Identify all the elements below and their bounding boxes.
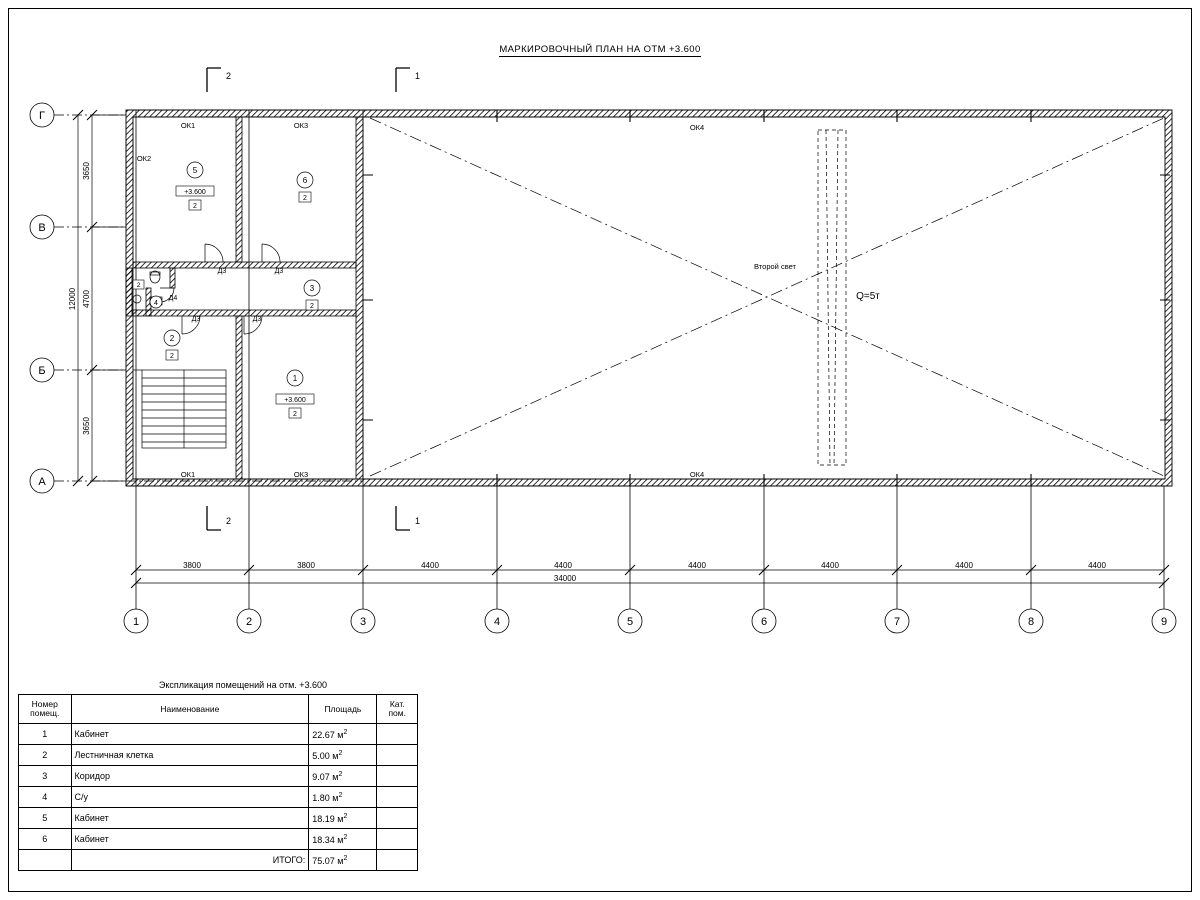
cell-number: 4 xyxy=(19,787,72,808)
svg-text:6: 6 xyxy=(302,176,308,185)
cell-name: Коридор xyxy=(71,766,309,787)
table-row xyxy=(19,766,418,787)
svg-text:2: 2 xyxy=(170,353,174,360)
room-marker-1 xyxy=(276,370,314,418)
axis-label-bottom: 7 xyxy=(893,616,901,628)
table-total-row xyxy=(19,850,418,871)
cell-kat xyxy=(377,766,418,787)
svg-text:+3.600: +3.600 xyxy=(184,189,206,196)
exterior-walls xyxy=(126,110,1172,486)
facade-columns xyxy=(363,110,1170,486)
axis-label-left: А xyxy=(38,476,46,488)
svg-text:+3.600: +3.600 xyxy=(284,397,306,404)
dimension-label: 4400 xyxy=(955,561,973,570)
cell-empty xyxy=(19,850,72,871)
dimension-line-left xyxy=(73,110,126,486)
cell-name: Кабинет xyxy=(71,724,309,745)
cell-area-value: 22.67 м xyxy=(312,729,344,740)
axis-label-left: Г xyxy=(39,110,45,122)
cell-area-value: 5.00 м xyxy=(312,750,339,761)
room-marker-3 xyxy=(304,280,320,310)
room-marker-4 xyxy=(150,296,162,308)
explication-table-wrap xyxy=(18,680,418,871)
cell-total-area xyxy=(309,850,377,871)
cell-name: Кабинет xyxy=(71,829,309,850)
window-label: ОК2 xyxy=(136,154,152,163)
cell-number: 1 xyxy=(19,724,72,745)
dimension-label: 4400 xyxy=(1088,561,1106,570)
axis-label-bottom: 2 xyxy=(245,616,253,628)
svg-text:4: 4 xyxy=(154,300,158,307)
room-marker-5 xyxy=(176,162,214,210)
cell-kat xyxy=(377,745,418,766)
cell-empty xyxy=(377,850,418,871)
door-label: Д3 xyxy=(274,268,284,275)
cell-area-value: 9.07 м xyxy=(312,771,339,782)
table-caption: Экспликация помещений на отм. +3.600 xyxy=(158,680,328,690)
section-mark-label: 1 xyxy=(415,71,421,81)
cell-number: 6 xyxy=(19,829,72,850)
dimension-label: 4700 xyxy=(82,290,91,308)
door-label: Д3 xyxy=(191,316,201,323)
table-row xyxy=(19,745,418,766)
dimension-label: 4400 xyxy=(688,561,706,570)
table-row xyxy=(19,724,418,745)
page-title-text: МАРКИРОВОЧНЫЙ ПЛАН НА ОТМ +3.600 xyxy=(499,44,701,55)
cell-kat xyxy=(377,787,418,808)
cell-number: 2 xyxy=(19,745,72,766)
cell-area-value: 18.34 м xyxy=(312,834,344,845)
door-label: Д4 xyxy=(168,295,178,302)
svg-text:2: 2 xyxy=(310,303,314,310)
room-marker-6 xyxy=(297,172,313,202)
cell-name: Лестничная клетка xyxy=(71,745,309,766)
table-header-name: Наименование xyxy=(71,695,309,724)
dimension-label: 4400 xyxy=(554,561,572,570)
interior-walls xyxy=(126,117,363,479)
cell-name: Кабинет xyxy=(71,808,309,829)
cell-area-unit: 2 xyxy=(338,791,343,799)
table-row xyxy=(19,808,418,829)
hall-diagonals xyxy=(370,118,1164,476)
axis-label-bottom: 9 xyxy=(1160,616,1168,628)
room-marker-2-top xyxy=(133,280,144,289)
annotation-crane-capacity: Q=5т xyxy=(856,291,880,302)
table-row xyxy=(19,829,418,850)
cell-area-unit: 2 xyxy=(343,728,348,736)
axis-label-left: В xyxy=(38,222,46,234)
axis-label-bottom: 5 xyxy=(626,616,634,628)
doors xyxy=(160,244,280,334)
section-mark-label: 1 xyxy=(415,516,421,526)
cell-number: 3 xyxy=(19,766,72,787)
cell-area-value: 1.80 м xyxy=(312,792,339,803)
staircase xyxy=(133,370,226,448)
section-mark-label: 2 xyxy=(226,516,232,526)
cell-number: 5 xyxy=(19,808,72,829)
table-header-area: Площадь xyxy=(309,695,377,724)
cell-area-unit: 2 xyxy=(343,812,348,820)
axis-label-bottom: 3 xyxy=(359,616,367,628)
dimension-label: 4400 xyxy=(821,561,839,570)
window-label: ОК1 xyxy=(180,470,196,479)
svg-text:3: 3 xyxy=(309,284,315,293)
dimension-label: 3800 xyxy=(297,561,315,570)
axis-label-bottom: 6 xyxy=(760,616,768,628)
svg-text:1: 1 xyxy=(292,374,298,383)
cell-total-area-unit: 2 xyxy=(343,854,348,862)
axis-bubbles-left xyxy=(30,103,363,493)
cell-kat xyxy=(377,829,418,850)
cell-area xyxy=(309,829,377,850)
annotation-second-light: Второй свет xyxy=(754,262,796,271)
section-mark-label: 2 xyxy=(226,71,232,81)
cell-kat xyxy=(377,808,418,829)
cell-total-label: ИТОГО: xyxy=(71,850,309,871)
cell-total-area-value: 75.07 м xyxy=(312,855,344,866)
table-row xyxy=(19,787,418,808)
cell-area xyxy=(309,766,377,787)
room-marker-2 xyxy=(164,330,180,360)
dimension-total-label: 34000 xyxy=(553,574,577,583)
windows xyxy=(126,110,1165,486)
table-header-number: Номер помещ. xyxy=(19,695,72,724)
dimension-label: 4400 xyxy=(421,561,439,570)
cell-area xyxy=(309,724,377,745)
axis-label-bottom: 1 xyxy=(132,616,140,628)
crane-element xyxy=(818,130,846,465)
explication-table xyxy=(18,694,418,871)
dimension-label: 3800 xyxy=(183,561,201,570)
cell-area xyxy=(309,808,377,829)
cell-area-unit: 2 xyxy=(338,770,343,778)
cell-area xyxy=(309,787,377,808)
cell-area xyxy=(309,745,377,766)
dimension-line-bottom xyxy=(131,565,1169,588)
door-label: Д3 xyxy=(217,268,227,275)
door-label: Д3 xyxy=(252,316,262,323)
dimension-label: 3650 xyxy=(82,162,91,180)
svg-text:2: 2 xyxy=(193,203,197,210)
dimension-label: 3650 xyxy=(82,417,91,435)
window-label: ОК1 xyxy=(180,121,196,130)
cell-area-unit: 2 xyxy=(343,833,348,841)
svg-text:2: 2 xyxy=(293,411,297,418)
table-header-row xyxy=(19,695,418,724)
axis-label-bottom: 4 xyxy=(493,616,501,628)
window-label: ОК4 xyxy=(689,123,705,132)
axis-label-left: Б xyxy=(38,365,46,377)
cell-name: С/у xyxy=(71,787,309,808)
cell-kat xyxy=(377,724,418,745)
window-label: ОК4 xyxy=(689,470,705,479)
dimension-total-label: 12000 xyxy=(68,287,77,311)
axis-bubbles-bottom xyxy=(124,110,1176,633)
table-header-kat: Кат. пом. xyxy=(377,695,418,724)
cell-area-unit: 2 xyxy=(338,749,343,757)
axis-label-bottom: 8 xyxy=(1027,616,1035,628)
svg-text:2: 2 xyxy=(303,195,307,202)
window-label: ОК3 xyxy=(293,470,309,479)
cell-area-value: 18.19 м xyxy=(312,813,344,824)
svg-text:2: 2 xyxy=(169,334,175,343)
window-label: ОК3 xyxy=(293,121,309,130)
svg-text:5: 5 xyxy=(192,166,198,175)
svg-text:2: 2 xyxy=(136,282,141,289)
